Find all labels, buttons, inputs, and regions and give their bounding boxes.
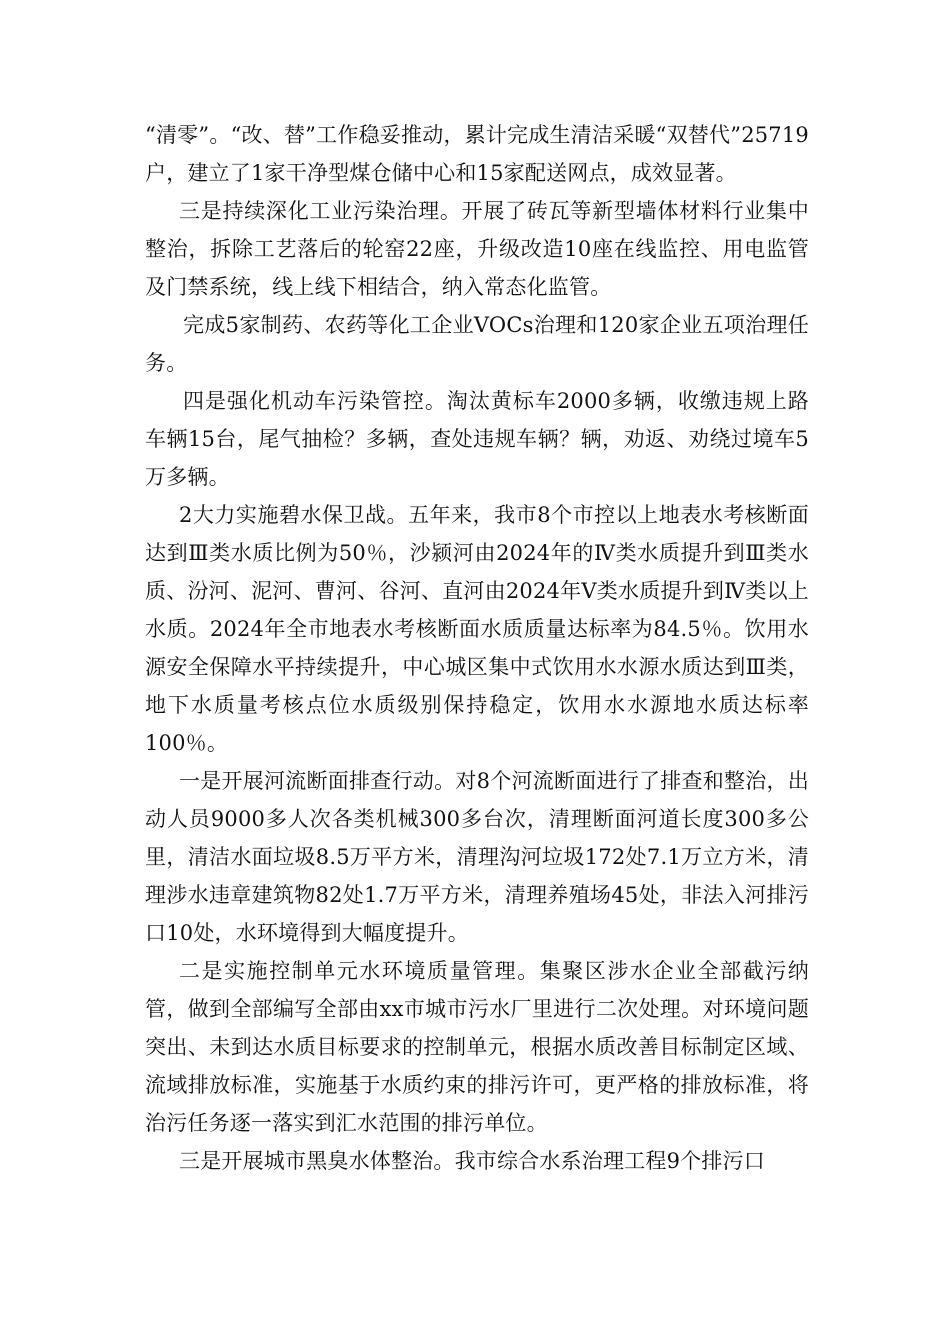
paragraph-vehicle-pollution: 四是强化机动车污染管控。淘汰黄标车2000多辆，收缴违规上路车辆15台，尾气抽检？多辆，查处违规车辆？辆，劝返、劝绕过境车5万多辆。 [145, 389, 809, 489]
paragraph-vocs-treatment: 完成5家制药、农药等化工企业VOCs治理和120家企业五项治理任务。 [145, 313, 809, 375]
paragraph-clean-heating: “清零”。“改、替”工作稳妥推动，累计完成生清洁采暖“双替代”25719户，建立了1家干净型煤仓储中心和15家配送网点，成效显著。 [145, 123, 809, 185]
paragraph-industrial-pollution: 三是持续深化工业污染治理。开展了砖瓦等新型墙体材料行业集中整治，拆除工艺落后的轮窑22座，升级改造10座在线监控、用电监管及门禁系统，线上线下相结合，纳入常态化监管。 [145, 199, 809, 299]
paragraph-water-quality-management: 二是实施控制单元水环境质量管理。集聚区涉水企业全部截污纳管，做到全部编写全部由xx市城市污水厂里进行二次处理。对环境问题突出、未到达水质目标要求的控制单元，根据水质改善目标制定区域、流域排放标准，实施基于水质约束的排污许可，更严格的排放标准，将治污任务逐一落实到汇水范围的排污单位。 [145, 959, 809, 1135]
paragraph-river-section-inspection: 一是开展河流断面排查行动。对8个河流断面进行了排查和整治，出动人员9000多人次各类机械300多台次，清理断面河道长度300多公里，清洁水面垃圾8.5万平方米，清理沟河垃圾172处7.1万立方米，清理涉水违章建筑物82处1.7万平方米，清理养殖场45处，非法入河排污口10处，水环境得到大幅度提升。 [145, 769, 809, 945]
paragraph-clear-water-campaign: 2大力实施碧水保卫战。五年来，我市8个市控以上地表水考核断面达到Ⅲ类水质比例为50％，沙颍河由2024年的Ⅳ类水质提升到Ⅲ类水质、汾河、泥河、曹河、谷河、直河由2024年Ⅴ类水质提升到Ⅳ类以上水质。2024年全市地表水考核断面水质质量达标率为84.5％。饮用水源安全保障水平持续提升，中心城区集中式饮用水水源水质达到Ⅲ类，地下水质量考核点位水质级别保持稳定，饮用水水源地水质达标率100％。 [145, 503, 809, 755]
paragraph-black-odorous-water: 三是开展城市黑臭水体整治。我市综合水系治理工程9个排污口 [179, 1149, 765, 1173]
document-body [145, 116, 809, 1180]
